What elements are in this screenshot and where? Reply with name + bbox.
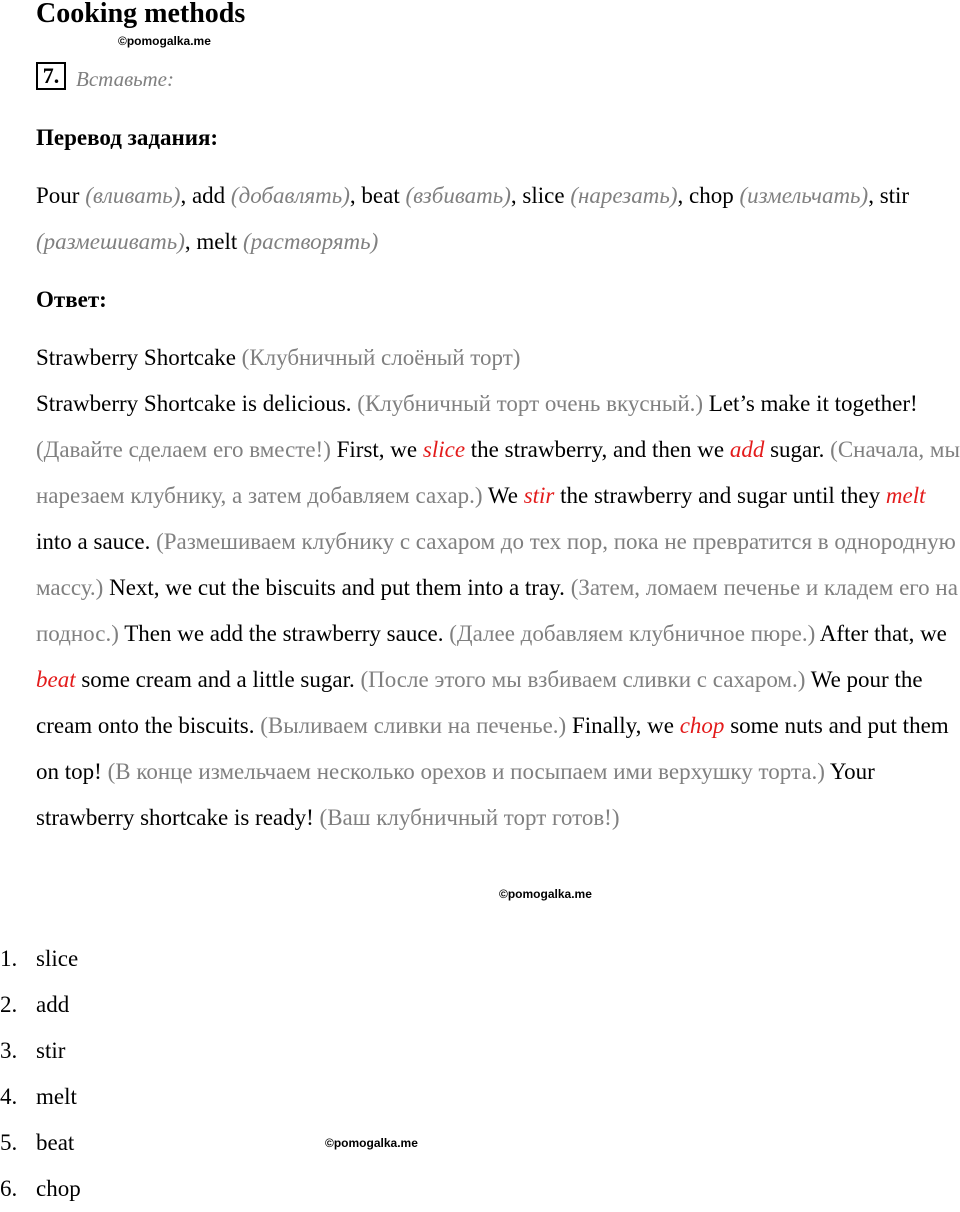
list-number: 4. bbox=[0, 1084, 18, 1109]
watermark: ©pomogalka.me bbox=[499, 887, 592, 901]
inserted-word: melt bbox=[885, 483, 926, 508]
recipe-text bbox=[36, 381, 960, 841]
word-translation: (добавлять) bbox=[230, 183, 350, 208]
translation-heading: Перевод задания: bbox=[36, 125, 219, 150]
sentence: Finally, we bbox=[571, 713, 674, 738]
sentence: the strawberry and sugar until they bbox=[560, 483, 881, 508]
sentence: First, we bbox=[336, 437, 418, 462]
task-instruction: Вставьте: bbox=[76, 67, 174, 91]
answer-list bbox=[0, 936, 81, 1212]
sentence-translation: (После этого мы взбиваем сливки с сахаром.) bbox=[360, 667, 806, 692]
list-word: stir bbox=[36, 1038, 66, 1063]
list-word: beat bbox=[36, 1130, 75, 1155]
list-number: 1. bbox=[0, 946, 18, 971]
answer-heading: Ответ: bbox=[36, 287, 107, 312]
sentence-translation: (Клубничный торт очень вкусный.) bbox=[357, 391, 704, 416]
sentence: Your strawberry shortcake is ready! bbox=[36, 759, 875, 830]
list-item bbox=[0, 1074, 81, 1120]
word-translation: (размешивать) bbox=[36, 229, 185, 254]
sentence-translation: (Давайте сделаем его вместе!) bbox=[36, 437, 331, 462]
sentence-translation: (Ваш клубничный торт готов!) bbox=[319, 805, 620, 830]
sentence-translation: (Выливаем сливки на печенье.) bbox=[260, 713, 567, 738]
sentence-translation: (Далее добавляем клубничное пюре.) bbox=[449, 621, 816, 646]
list-number: 5. bbox=[0, 1130, 18, 1155]
word-translation: (растворять) bbox=[243, 229, 379, 254]
list-item bbox=[0, 982, 81, 1028]
sentence: We pour the cream onto the biscuits. bbox=[36, 667, 923, 738]
list-item bbox=[0, 936, 81, 982]
recipe-title-line bbox=[36, 335, 960, 381]
list-number: 6. bbox=[0, 1176, 18, 1201]
sentence: We bbox=[487, 483, 518, 508]
sentence: some cream and a little sugar. bbox=[81, 667, 355, 692]
word-translation: (взбивать) bbox=[405, 183, 511, 208]
word: chop bbox=[689, 183, 734, 208]
word: Pour bbox=[36, 183, 80, 208]
list-item bbox=[0, 1166, 81, 1212]
sentence-translation: (Затем, ломаем печенье и кладем его на поднос.) bbox=[36, 575, 958, 646]
word: slice bbox=[522, 183, 565, 208]
sentence: Then we add the strawberry sauce. bbox=[124, 621, 444, 646]
word: beat bbox=[361, 183, 400, 208]
watermark: ©pomogalka.me bbox=[118, 34, 211, 48]
recipe-title: Strawberry Shortcake bbox=[36, 345, 236, 370]
watermark: ©pomogalka.me bbox=[325, 1136, 418, 1150]
page-title: Cooking methods bbox=[36, 0, 246, 29]
word: add bbox=[191, 183, 226, 208]
sentence: After that, we bbox=[819, 621, 947, 646]
task-number-box: 7. bbox=[36, 62, 66, 90]
list-number: 3. bbox=[0, 1038, 18, 1063]
sentence-translation: (Размешиваем клубнику с сахаром до тех пор, пока не превратится в однородную массу.) bbox=[36, 529, 956, 600]
list-item bbox=[0, 1028, 81, 1074]
sentence: Let’s make it together! bbox=[708, 391, 918, 416]
inserted-word: slice bbox=[422, 437, 466, 462]
list-word: chop bbox=[36, 1176, 81, 1201]
sentence: Next, we cut the biscuits and put them into a tray. bbox=[109, 575, 565, 600]
word-translation: (измельчать) bbox=[739, 183, 869, 208]
sentence: Strawberry Shortcake is delicious. bbox=[36, 391, 352, 416]
sentence: some nuts and put them on top! bbox=[36, 713, 949, 784]
sentence: sugar. bbox=[770, 437, 825, 462]
inserted-word: add bbox=[729, 437, 765, 462]
inserted-word: stir bbox=[523, 483, 555, 508]
word: stir bbox=[879, 183, 910, 208]
word: melt bbox=[196, 229, 238, 254]
sentence-translation: (Сначала, мы нарезаем клубнику, а затем добавляем сахар.) bbox=[36, 437, 960, 508]
word-translation: (вливать) bbox=[85, 183, 181, 208]
sentence: into a sauce. bbox=[36, 529, 151, 554]
list-word: add bbox=[36, 992, 70, 1017]
word-translation: (нарезать) bbox=[570, 183, 678, 208]
translation-paragraph: Pour (вливать), add (добавлять), beat (взбивать), slice (нарезать), chop (измельчать), stir (размешивать), melt (растворять) bbox=[36, 183, 910, 254]
inserted-word: beat bbox=[36, 667, 76, 692]
sentence-translation: (В конце измельчаем несколько орехов и посыпаем ими верхушку торта.) bbox=[107, 759, 825, 784]
list-word: slice bbox=[36, 946, 79, 971]
inserted-word: chop bbox=[679, 713, 725, 738]
recipe-title-translation: (Клубничный слоёный торт) bbox=[241, 345, 521, 370]
list-word: melt bbox=[36, 1084, 77, 1109]
list-item bbox=[0, 1120, 81, 1166]
sentence: the strawberry, and then we bbox=[470, 437, 725, 462]
list-number: 2. bbox=[0, 992, 18, 1017]
